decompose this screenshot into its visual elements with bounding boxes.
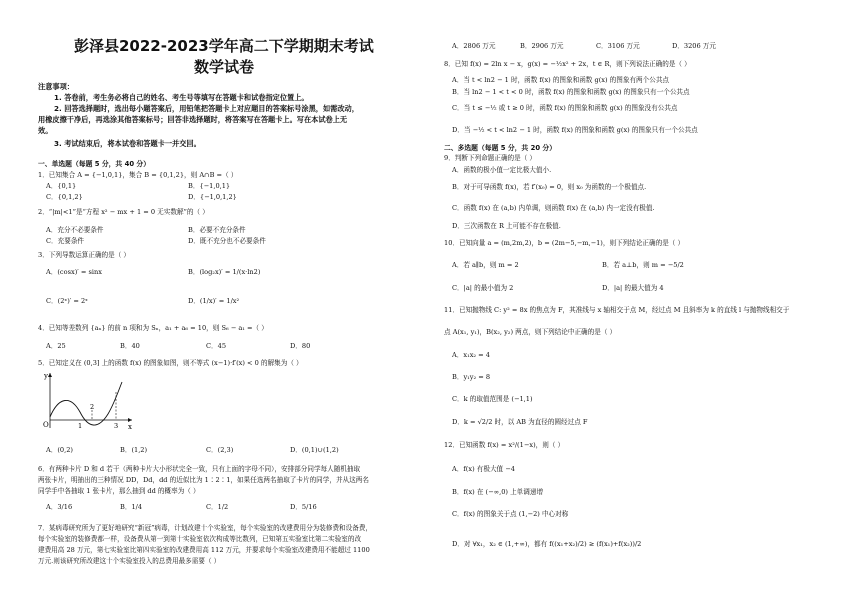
q2-option-a: A．充分不必要条件 [46, 226, 104, 234]
note-2-line2: 用橡皮擦干净后，再选涂其他答案标号；回答非选择题时，将答案写在答题卡上。写在本试卷上无 [38, 115, 348, 124]
q11-stem-line2: 点 A(x₁, y₁)，B(x₂, y₂) 两点，则下列结论中正确的是（ ） [444, 328, 617, 336]
q2-stem: 2．“|m|<1”是“方程 x² − mx + 1 = 0 无实数解”的（ ） [38, 208, 209, 216]
graph-tick-1: 1 [78, 422, 83, 430]
q8-option-b: B．当 ln2 − 1 < t < 0 时，函数 f(x) 的图象和函数 g(x) 的图象只有一个公共点 [452, 88, 690, 96]
q1-option-d: D．{−1,0,1,2} [188, 193, 237, 201]
q12-option-d: D．对 ∀x₁，x₂ ∈ (1,+∞)，都有 f((x₁+x₂)/2) ≥ (f(x₁)+f(x₂))/2 [452, 540, 642, 548]
q1-option-a: A．{0,1} [46, 182, 77, 190]
q9-option-b: B．对于可导函数 f(x)，若 f′(x₀) = 0，则 x₀ 为函数的一个极值点. [452, 183, 647, 191]
q3-option-c: C．(2ˣ)′ = 2ˣ [46, 297, 88, 305]
q5-option-c: C．(2,3) [206, 446, 234, 454]
q9-stem: 9．判断下列命题正确的是（ ） [444, 154, 537, 162]
q6-stem-line1: 6．有两种卡片 D 和 d 若干（两种卡片大小形状完全一致，只有上面的字母不同），安排部分同学每人随机抽取 [38, 465, 361, 473]
q7-option-d: D．3206 万元 [672, 42, 716, 50]
q6-stem-line3: 同学手中各抽取 1 张卡片，那么抽到 dd 的概率为（ ） [38, 487, 200, 495]
exam-subtitle: 数学试卷 [194, 58, 255, 76]
q4-option-c: C．45 [206, 342, 227, 350]
q5-function-graph [40, 370, 136, 432]
q4-option-b: B．40 [120, 342, 140, 350]
q9-option-a: A．函数的极小值一定比极大值小. [452, 166, 552, 174]
q7-stem-line2: 每个实验室的装修费都一样，设备费从第一到第十实验室依次构成等比数列，已知第五实验室比第二实验室的改 [38, 535, 362, 543]
graph-tick-2: 2 [90, 403, 95, 411]
q2-option-d: D．既不充分也不必要条件 [188, 237, 266, 245]
q2-option-c: C．充要条件 [46, 237, 85, 245]
graph-tick-3: 3 [114, 422, 119, 430]
q5-option-d: D．(0,1)∪(1,2) [290, 446, 339, 454]
q12-option-c: C．f(x) 的图象关于点 (1,−2) 中心对称 [452, 510, 569, 518]
q4-stem: 4．已知等差数列 {aₙ} 的前 n 项和为 Sₙ，a₁ + a₆ = 10，则 S₆ − a₁ =（ ） [38, 324, 268, 332]
q6-option-a: A．3/16 [46, 503, 73, 511]
q11-option-d: D．k = √2/2 时，以 AB 为直径的圆经过点 F [452, 418, 588, 426]
section-single-choice: 一、单选题（每题 5 分，共 40 分） [38, 160, 151, 168]
q8-stem: 8．已知 f(x) = 2ln x − x，g(x) = −½x² + 2x，t ∈ R，则下列说法正确的是（ ） [444, 60, 691, 68]
section-multi-choice: 二、多选题（每题 5 分，共 20 分） [444, 144, 557, 152]
note-1: 1. 答卷前，考生务必将自己的姓名、考生号等填写在答题卡和试卷指定位置上。 [54, 93, 309, 102]
q5-option-b: B．(1,2) [120, 446, 148, 454]
q9-option-d: D．三次函数在 R 上可能不存在极值. [452, 222, 561, 230]
x-axis-arrow [128, 418, 132, 422]
q11-stem-line1: 11．已知抛物线 C: y² = 8x 的焦点为 F，其准线与 x 轴相交于点 M，经过点 M 且斜率为 k 的直线 l 与抛物线相交于 [444, 306, 790, 314]
q5-stem: 5．已知定义在 (0,3] 上的函数 f(x) 的图象如图，则不等式 (x−1)·f′(x) < 0 的解集为（ ） [38, 359, 303, 367]
q4-option-a: A．25 [46, 342, 66, 350]
q11-option-b: B．y₁y₂ = 8 [452, 373, 491, 381]
q6-stem-line2: 两张卡片，明抽出的三种情况 DD，Dd，dd 的近似比为 1∶2∶1，如果任选两名抽取了卡片的同学，并从这两名 [38, 476, 369, 484]
q10-option-b: B．若 a⊥b，则 m = −5/2 [602, 261, 684, 269]
q4-option-d: D．80 [290, 342, 311, 350]
q10-option-d: D．|a| 的最大值为 4 [602, 284, 664, 292]
q8-option-d: D．当 −½ < t < ln2 − 1 时，函数 f(x) 的图象和函数 g(x) 的图象只有一个公共点 [452, 126, 698, 134]
function-curve [50, 382, 122, 425]
q7-stem-line3: 建费用高 28 万元，第七实验室比第四实验室的改建费用高 112 万元，并要求每个实验室改建费用不能超过 1100 [38, 546, 370, 554]
q8-option-c: C．当 t ≤ −½ 或 t ≥ 0 时，函数 f(x) 的图象和函数 g(x) 的图象没有公共点 [452, 104, 678, 112]
exam-title: 彭泽县2022-2023学年高二下学期期末考试 [74, 37, 374, 55]
q7-option-c: C．3106 万元 [596, 42, 640, 50]
q7-stem-line4: 万元.则该研究所改建这十个实验室投入的总费用最多需要（ ） [38, 557, 221, 565]
graph-x-label: x [128, 423, 132, 431]
note-2-line1: 2. 回答选择题时，选出每小题答案后，用铅笔把答题卡上对应题目的答案标号涂黑，如需改动， [54, 104, 359, 113]
q10-stem: 10．已知向量 a = (m,2m,2)，b = (2m−5,−m,−1)，则下列结论正确的是（ ） [444, 239, 685, 247]
q3-option-b: B．(log₂x)′ = 1/(x·ln2) [188, 268, 261, 276]
q5-option-a: A．(0,2) [46, 446, 73, 454]
q1-option-c: C．{0,1,2} [46, 193, 83, 201]
q6-option-b: B．1/4 [120, 503, 143, 511]
q10-option-c: C．|a| 的最小值为 2 [452, 284, 514, 292]
q3-option-a: A．(cosx)′ = sinx [46, 268, 102, 276]
y-axis-arrow [48, 373, 52, 377]
q11-option-c: C．k 的取值范围是 (−1,1) [452, 395, 533, 403]
graph-origin-label: O [43, 421, 49, 429]
q1-option-b: B．{−1,0,1} [188, 182, 231, 190]
q7-option-a: A．2806 万元 [452, 42, 496, 50]
q10-option-a: A．若 a∥b，则 m = 2 [452, 261, 519, 269]
q7-stem-line1: 7．某病毒研究所为了更好地研究“新冠”病毒，计划改建十个实验室，每个实验室的改建费用分为装修费和设备费， [38, 524, 373, 532]
q7-option-b: B．2906 万元 [520, 42, 564, 50]
note-2-line3: 效。 [38, 126, 53, 135]
q1-stem: 1．已知集合 A = {−1,0,1}，集合 B = {0,1,2}，则 A∩B =（ ） [38, 171, 238, 179]
graph-y-label: y [44, 372, 48, 380]
q6-option-c: C．1/2 [206, 503, 229, 511]
note-3: 3. 考试结束后，将本试卷和答题卡一并交回。 [54, 139, 201, 148]
q8-option-a: A．当 t < ln2 − 1 时，函数 f(x) 的图象和函数 g(x) 的图象有两个公共点 [452, 76, 670, 84]
q6-option-d: D．5/16 [290, 503, 317, 511]
q12-stem: 12．已知函数 f(x) = x²/(1−x)，则（ ） [444, 441, 565, 449]
q12-option-b: B．f(x) 在 (−∞,0) 上单调递增 [452, 488, 544, 496]
q12-option-a: A．f(x) 有极大值 −4 [452, 465, 515, 473]
notes-heading: 注意事项： [38, 82, 74, 91]
q9-option-c: C．函数 f(x) 在 (a,b) 内单调，则函数 f(x) 在 (a,b) 内一定没有极值. [452, 204, 655, 212]
q3-option-d: D．(1/x)′ = 1/x² [188, 297, 240, 305]
q3-stem: 3．下列导数运算正确的是（ ） [38, 251, 131, 259]
q11-option-a: A．x₁x₂ = 4 [452, 351, 490, 359]
q2-option-b: B．必要不充分条件 [188, 226, 246, 234]
